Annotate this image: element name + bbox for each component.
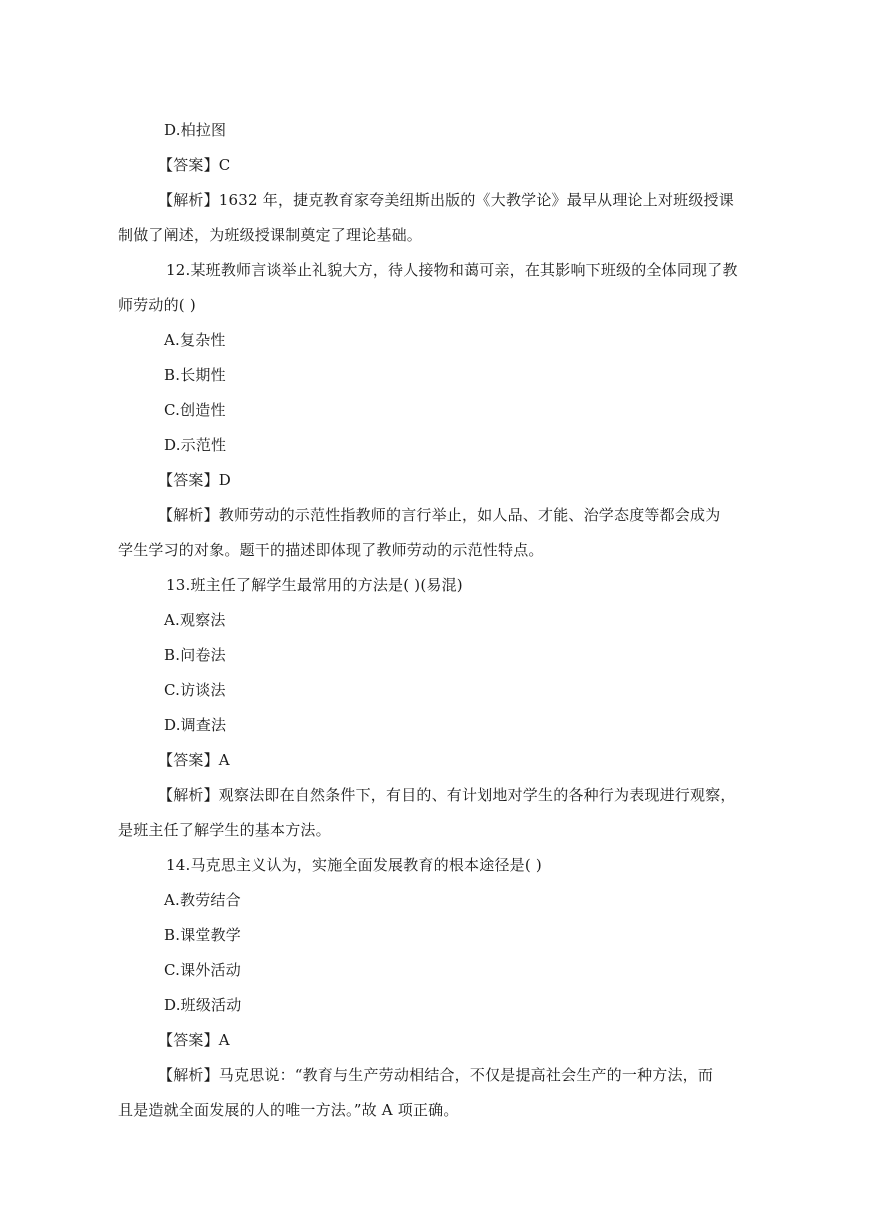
q14-analysis-line2: 且是造就全面发展的人的唯一方法。”故 A 项正确。 [118, 1101, 459, 1119]
q12-option-b: B.长期性 [164, 366, 226, 384]
q13-option-b: B.问卷法 [164, 646, 226, 664]
q13-question: 13.班主任了解学生最常用的方法是( )(易混) [166, 576, 463, 594]
q14-question: 14.马克思主义认为，实施全面发展教育的根本途径是( ) [166, 856, 542, 874]
q12-analysis-line2: 学生学习的对象。题干的描述即体现了教师劳动的示范性特点。 [118, 541, 544, 559]
q12-question-line1: 12.某班教师言谈举止礼貌大方，待人接物和蔼可亲，在其影响下班级的全体同现了教 [166, 261, 738, 279]
q14-option-d: D.班级活动 [164, 996, 242, 1014]
q14-option-c: C.课外活动 [164, 961, 241, 979]
q11-analysis-line1: 【解析】1632 年，捷克教育家夸美纽斯出版的《大教学论》最早从理论上对班级授课 [158, 191, 734, 209]
q13-answer: 【答案】A [158, 751, 230, 769]
q14-option-b: B.课堂教学 [164, 926, 241, 944]
q12-analysis-line1: 【解析】教师劳动的示范性指教师的言行举止，如人品、才能、治学态度等都会成为 [158, 506, 721, 524]
q12-answer: 【答案】D [158, 471, 232, 489]
q12-option-d: D.示范性 [164, 436, 227, 454]
q11-analysis-line2: 制做了阐述，为班级授课制奠定了理论基础。 [118, 226, 423, 244]
q11-option-d: D.柏拉图 [164, 121, 227, 139]
q11-answer: 【答案】C [158, 156, 231, 174]
q12-option-a: A.复杂性 [164, 331, 226, 349]
q12-question-line2: 师劳动的( ) [118, 296, 196, 314]
q12-option-c: C.创造性 [164, 401, 226, 419]
q14-answer: 【答案】A [158, 1031, 230, 1049]
q13-option-c: C.访谈法 [164, 681, 226, 699]
q13-option-d: D.调查法 [164, 716, 227, 734]
q13-analysis-line1: 【解析】观察法即在自然条件下，有目的、有计划地对学生的各种行为表现进行观察， [158, 786, 736, 804]
q14-analysis-line1: 【解析】马克思说：“教育与生产劳动相结合，不仅是提高社会生产的一种方法，而 [158, 1066, 714, 1084]
q13-option-a: A.观察法 [164, 611, 226, 629]
q14-option-a: A.教劳结合 [164, 891, 241, 909]
q13-analysis-line2: 是班主任了解学生的基本方法。 [118, 821, 331, 839]
